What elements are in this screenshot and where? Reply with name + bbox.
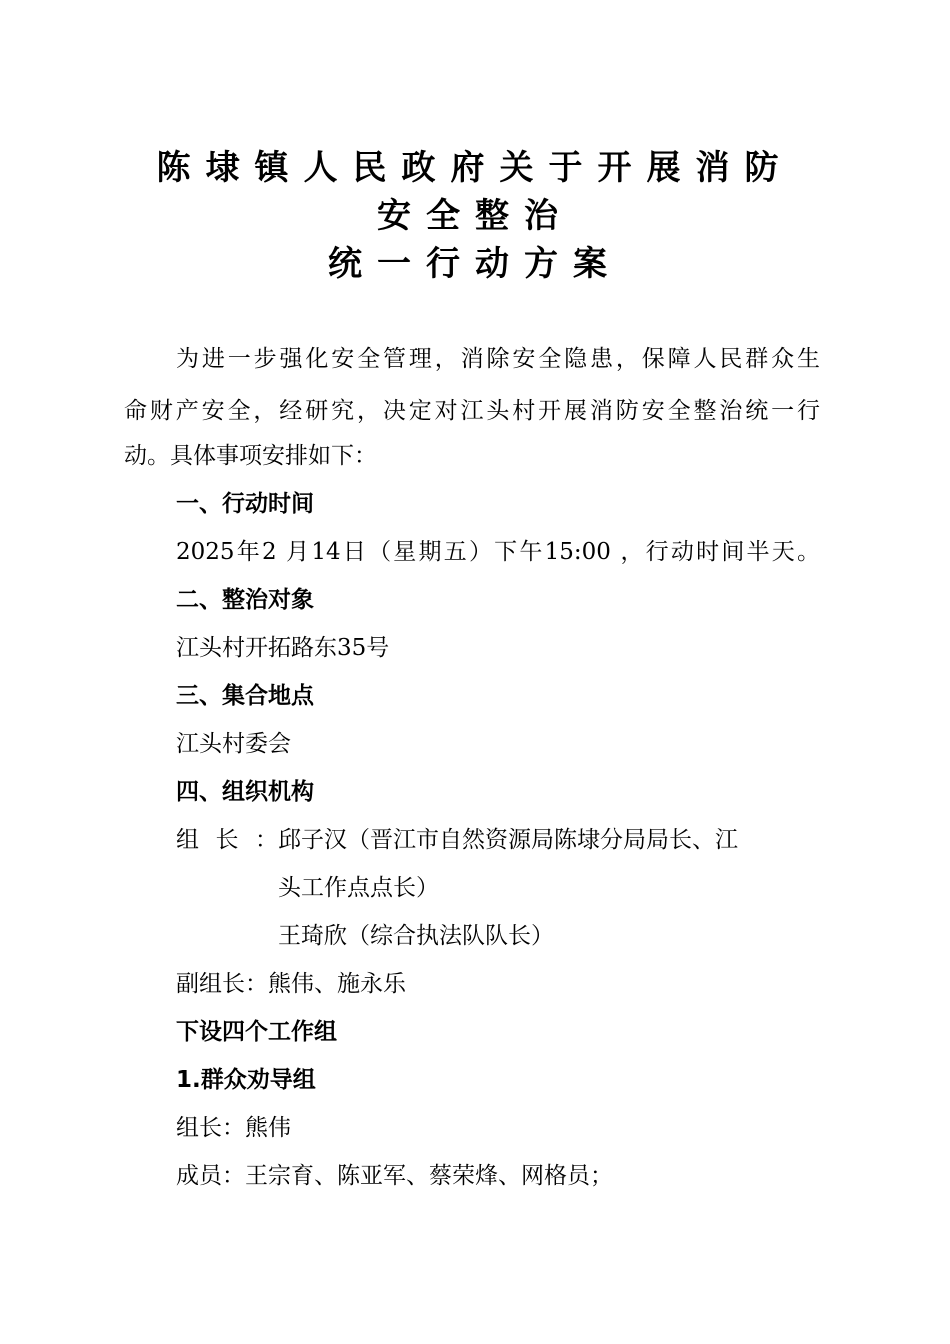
section-time-text: 2025年2 月14日（星期五）下午15:00 ，行动时间半天。 [176,539,820,565]
intro-line-3: 动。具体事项安排如下： [124,443,377,469]
group-1-leader: 组长：熊伟 [176,1115,291,1141]
group-1-title: 1.群众劝导组 [176,1067,316,1093]
intro-line-2: 命财产安全，经研究，决定对江头村开展消防安全整治统一行 [124,398,820,424]
section-org-heading: 四、组织机构 [176,779,314,805]
section-place-heading: 三、集合地点 [176,683,314,709]
org-leader-1-line-1: 邱子汉（晋江市自然资源局陈埭分局局长、江 [278,827,738,853]
org-leader-2: 王琦欣（综合执法队队长） [278,923,554,949]
groups-heading: 下设四个工作组 [176,1019,337,1045]
org-deputy: 副组长：熊伟、施永乐 [176,971,406,997]
section-target-text: 江头村开拓路东35号 [176,635,390,661]
intro-line-1: 为进一步强化安全管理，消除安全隐患，保障人民群众生 [176,346,820,372]
title-line-1: 陈埭镇人民政府关于开展消防 [156,148,794,188]
section-time-heading: 一、行动时间 [176,491,314,517]
title-line-2: 安全整治 [377,196,573,236]
org-leader-1-line-2: 头工作点点长） [278,875,439,901]
section-place-text: 江头村委会 [176,731,291,757]
title-line-3: 统一行动方案 [328,244,622,284]
org-leader-row [176,825,820,855]
org-leader-label: 组长： [176,827,278,853]
section-target-heading: 二、整治对象 [176,587,314,613]
group-1-members: 成员：王宗育、陈亚军、蔡荣烽、网格员； [176,1163,613,1189]
